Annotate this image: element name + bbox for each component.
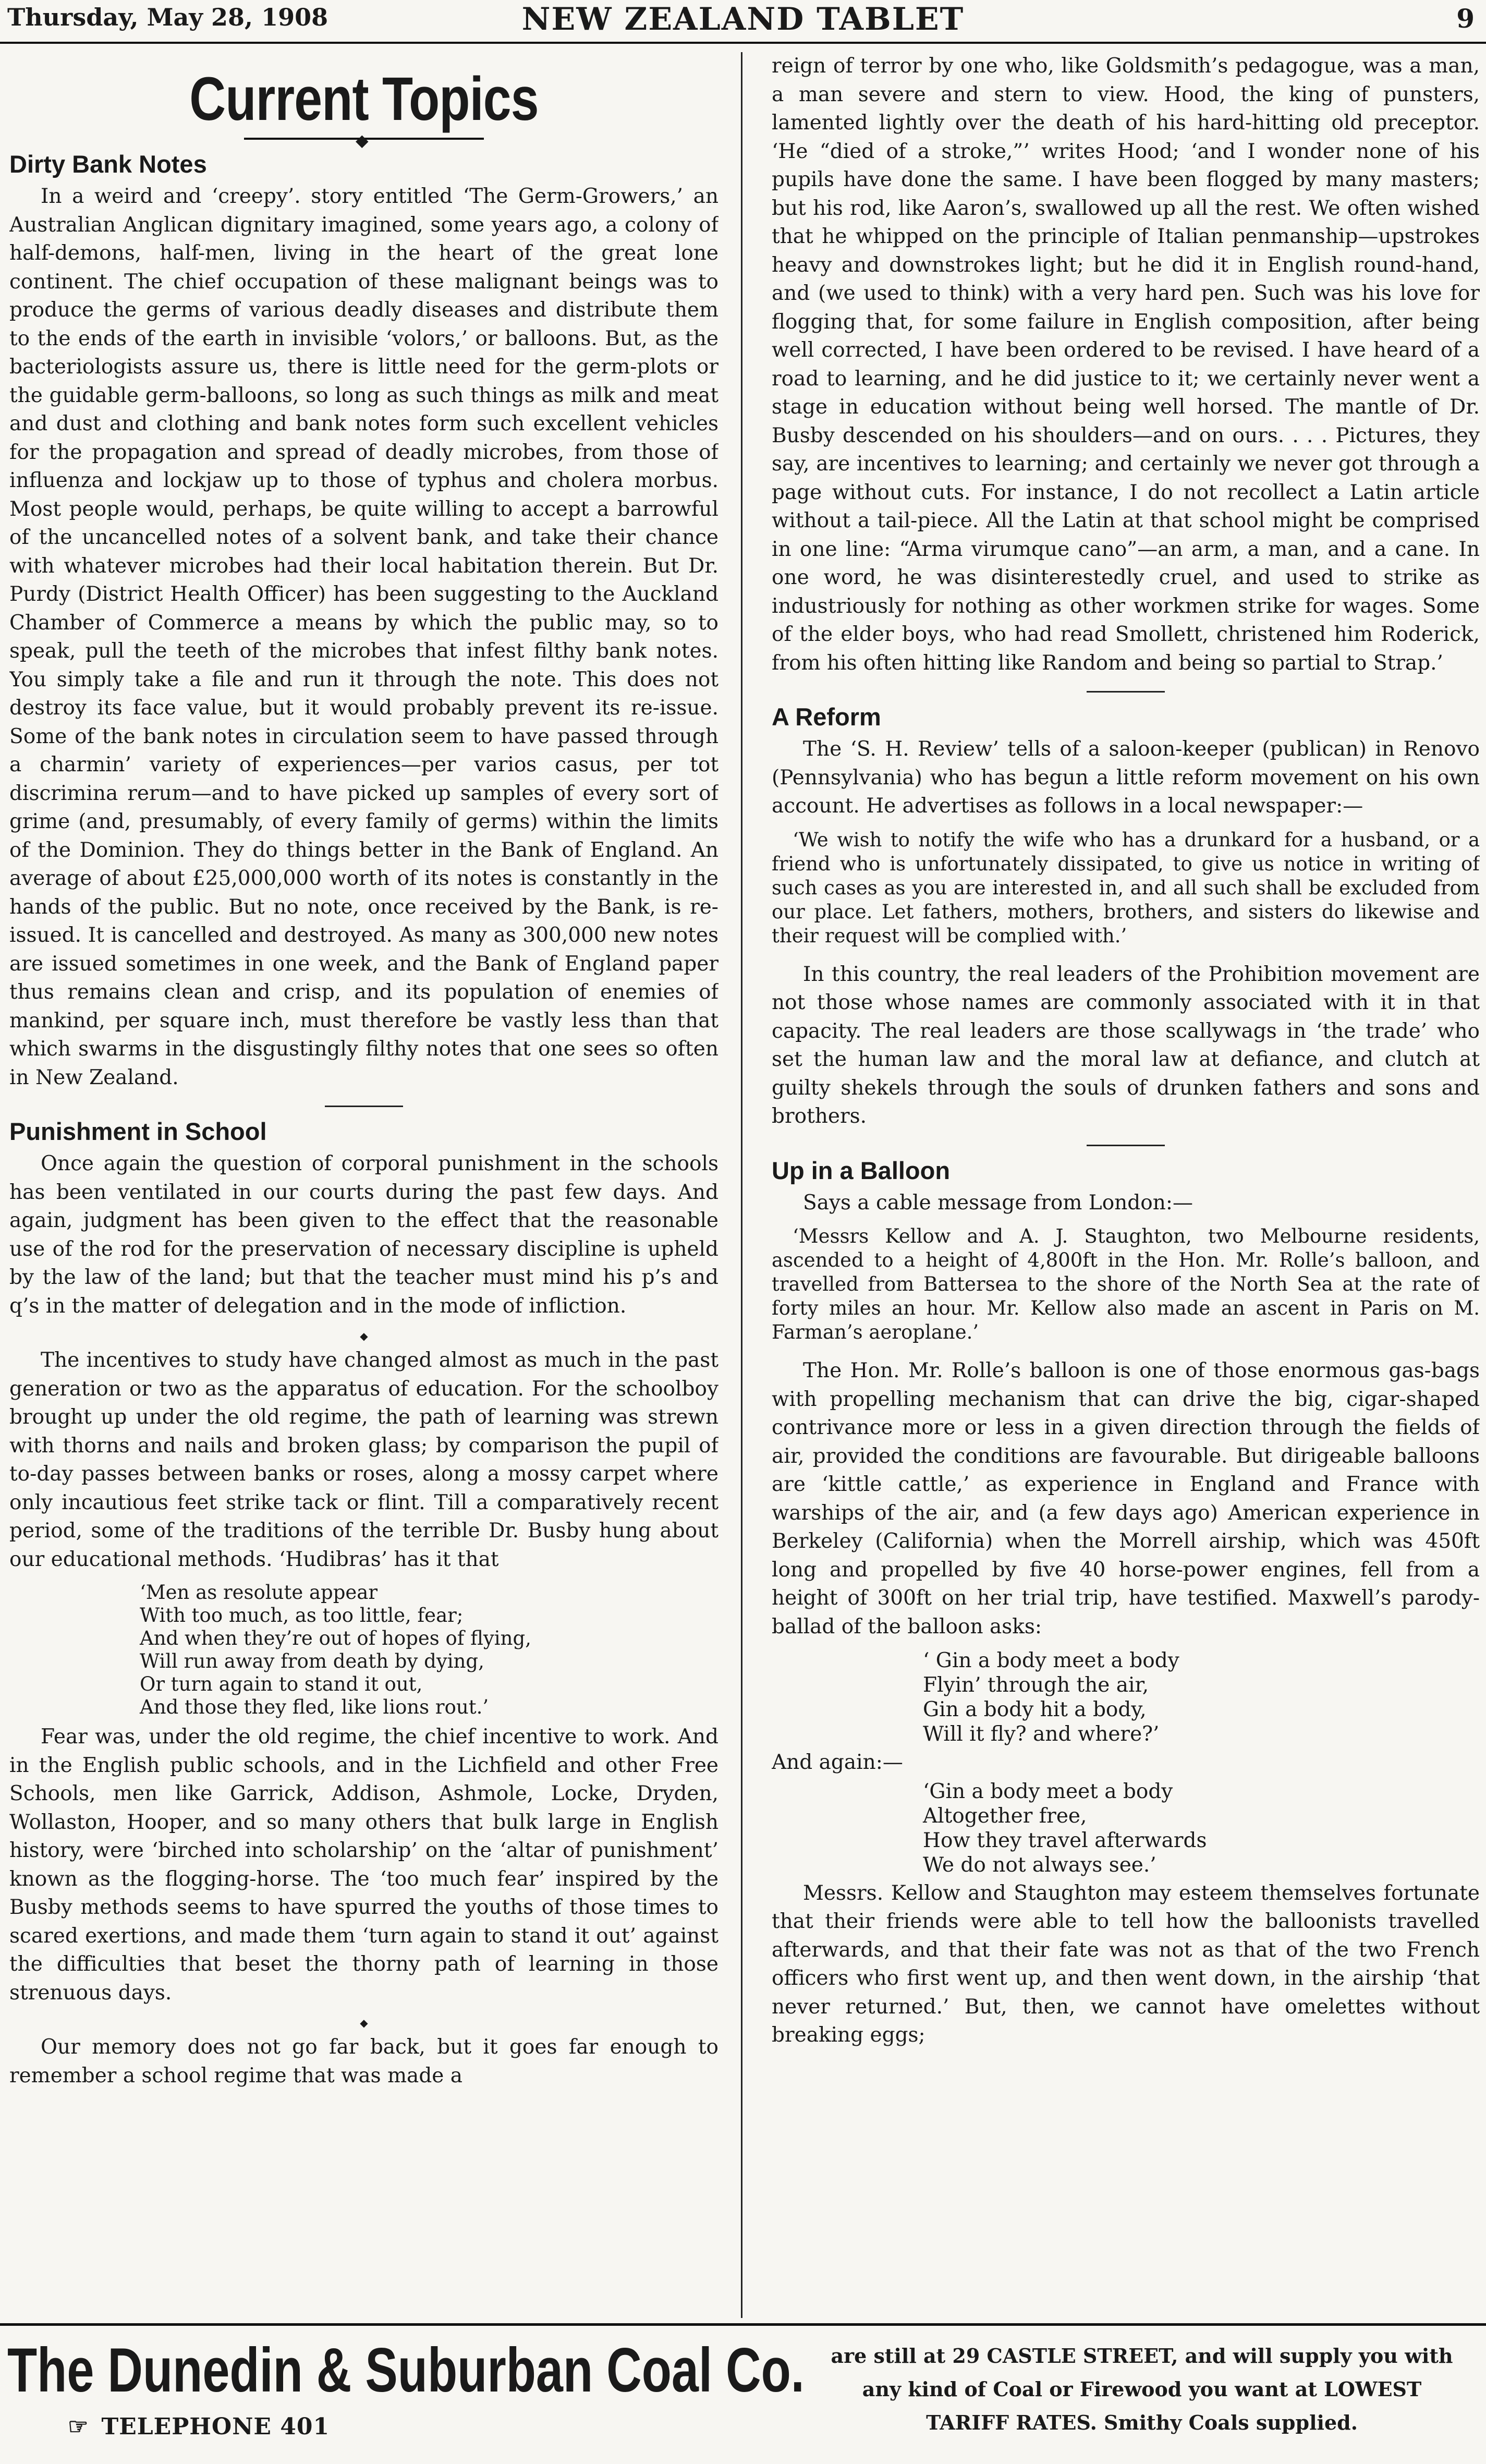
punishment-paragraph-continued: reign of terror by one who, like Goldsmith’s pedagogue, was a man, a man severe and stern to view. Hood, the king of punsters, lamented lightly over the death of his hard-hitting old preceptor. ‘He “died of a stroke,”’ writes Hood; ‘and I wonder none of his pupils have done the same. I have been flogged by many masters; but his rod, like Aaron’s, swallowed up all the rest. We often wished that he whipped on the principle of Italian penmanship—upstrokes heavy and downstrokes light; but he did it in English round-hand, and (we used to think) with a very hard pen. Such was his love for flogging that, for some failure in English composition, after being well corrected, I have been ordered to be revised. I have heard of a road to learning, and he did justice to it; we certainly never went a stage in education without being well horsed. The mantle of Dr. Busby descended on his shoulders—and on ours. . . . Pictures, they say, are incentives to learning; and certainly we never got through a page without cuts. For instance, I do not recollect a Latin article without a tail-piece. All the Latin at that school might be comprised in one line: “Arma virumque cano”—an arm, a man, and a cane. In one word, he was disinterestedly cruel, and used to strike as industriously for nothing as other workmen strike for wages. Some of the elder boys, who had read Smollett, christened him Roderick, from his often hitting like Random and being so partial to Strap.’ bbox=[772, 54, 1480, 675]
ad-details bbox=[803, 2339, 1481, 2439]
punishment-paragraph-4: Our memory does not go far back, but it goes far enough to remember a school regime that was made a bbox=[9, 2035, 718, 2087]
section-separator bbox=[1087, 1145, 1165, 1146]
song-line: Flyin’ through the air, bbox=[923, 1673, 1149, 1697]
page-number: 9 bbox=[1456, 3, 1475, 34]
dirty-bank-notes-paragraph: In a weird and ‘creepy’. story entitled ‘The Germ-Growers,’ an Australian Anglican dignitary imagined, some years ago, a colony of half-demons, half-men, living in the heart of the great lone continent. The chief occupation of these malignant beings was to produce the germs of various deadly diseases and distribute them to the ends of the earth in invisible ‘volors,’ or balloons. But, as the bacteriologists assure us, there is little need for the germ-plots or the guidable germ-balloons, so long as such things as milk and meat and dust and clothing and bank notes form such excellent vehicles for the propagation and spread of deadly microbes, from those of influenza and lockjaw up to those of typhus and cholera morbus. Most people would, perhaps, be quite willing to accept a barrowful of the uncancelled notes of a solvent bank, and take their chance with whatever microbes had their local habitation therein. But Dr. Purdy (District Health Officer) has been suggesting to the Auckland Chamber of Commerce a means by which the public may, so to speak, pull the teeth of the microbes that infest filthy bank notes. You simply take a file and run it through the note. This does not destroy its face value, but it would probably prevent its re-issue. Some of the bank notes in circulation seem to have passed through a charmin’ variety of experiences—per varios casus, per tot discrimina rerum—and to have picked up samples of every sort of grime (and, presumably, of every family of germs) within the limits of the Dominion. They do things better in the Bank of England. An average of about £25,000,000 worth of its notes is constantly in the hands of the public. But no note, once received by the Bank, is re-issued. It is cancelled and destroyed. As many as 300,000 new notes are issued sometimes in one week, and the Bank of England paper thus remains clean and crisp, and its population of enemies of mankind, per square inch, must therefore be vastly less than that which swarms in the disgustingly filthy notes that one sees so often in New Zealand. bbox=[9, 185, 718, 1089]
reform-paragraph-2: In this country, the real leaders of the Prohibition movement are not those whose names are commonly associated with it in that capacity. The real leaders are those scallywags in ‘the trade’ who set the human law and the moral law at defiance, and clutch at guilty shekels through the souls of drunken fathers and sons and brothers. bbox=[772, 962, 1480, 1128]
ad-telephone bbox=[68, 2413, 330, 2440]
section-separator bbox=[325, 1106, 403, 1107]
reform-quote bbox=[772, 828, 1480, 948]
verse-line: And when they’re out of hopes of flying, bbox=[140, 1627, 531, 1649]
song-line: ‘Gin a body meet a body bbox=[923, 1779, 1173, 1803]
verse-line: Or turn again to stand it out, bbox=[140, 1673, 423, 1695]
song-line: Will it fly? and where?’ bbox=[923, 1722, 1160, 1746]
song-line: We do not always see.’ bbox=[923, 1853, 1156, 1877]
newspaper-title: NEW ZEALAND TABLET bbox=[521, 1, 965, 38]
verse-line: With too much, as too little, fear; bbox=[140, 1604, 464, 1627]
balloon-quote-text: ‘Messrs Kellow and A. J. Staughton, two Melbourne residents, ascended to a height of 4,800ft in the Hon. Mr. Rolle’s balloon, and travelled from Battersea to the shore of the North Sea at the rate of forty miles an hour. Mr. Kellow also made an ascent in Paris on M. Farman’s aeroplane.’ bbox=[772, 1225, 1480, 1343]
punishment-paragraph-2: The incentives to study have changed almost as much in the past generation or two as the apparatus of education. For the schoolboy brought up under the old regime, the path of learning was strewn with thorns and nails and broken glass; by comparison the pupil of to-day passes between banks or roses, along a mossy carpet where only incautious feet strike tack or flint. Till a comparatively recent period, some of the traditions of the terrible Dr. Busby hung about our educational methods. ‘Hudibras’ has it that bbox=[9, 1349, 718, 1571]
song-line: How they travel afterwards bbox=[923, 1828, 1207, 1852]
balloon-paragraph-3: Messrs. Kellow and Staughton may esteem themselves fortunate that their friends were able to tell how the balloonists travelled afterwards, and that their fate was not as that of the two French officers who first went up, and then went down, in the airship ‘that never returned.’ But, then, we cannot have omelettes without breaking eggs; bbox=[772, 1881, 1480, 2047]
section-separator bbox=[1087, 691, 1165, 693]
balloon-paragraph-1: Says a cable message from London:— bbox=[803, 1191, 1193, 1215]
song-line: Altogether free, bbox=[923, 1804, 1087, 1828]
ad-company-name: The Dunedin & Suburban Coal Co. bbox=[7, 2335, 805, 2405]
ad-line: TARIFF RATES. Smithy Coals supplied. bbox=[926, 2411, 1358, 2434]
right-column bbox=[772, 52, 1480, 2315]
heading-punishment-in-school: Punishment in School bbox=[9, 1118, 267, 1145]
punishment-paragraph-1: Once again the question of corporal punishment in the schools has been ventilated in our courts during the past few days. And again, judgment has been given to the effect that the reasonable use of the rod for the preservation of necessary discipline is upheld by the law of the land; but that the teacher must mind his p’s and q’s in the matter of delegation and in the mode of infliction. bbox=[9, 1152, 718, 1318]
hudibras-verse bbox=[9, 1581, 718, 1719]
ad-telephone-text: TELEPHONE 401 bbox=[101, 2413, 330, 2440]
page-title: Current Topics bbox=[189, 65, 539, 133]
star-divider: ◆ bbox=[360, 1330, 368, 1342]
song-line: ‘ Gin a body meet a body bbox=[923, 1649, 1179, 1672]
pointing-hand-icon: ☞ bbox=[68, 2413, 89, 2440]
parody-ballad-1 bbox=[772, 1648, 1480, 1746]
left-column bbox=[9, 52, 718, 2315]
star-divider: ◆ bbox=[360, 2017, 368, 2029]
balloon-cable-quote bbox=[772, 1224, 1480, 1344]
heading-a-reform: A Reform bbox=[772, 703, 881, 731]
advertisement-rule bbox=[0, 2323, 1486, 2326]
song-line: Gin a body hit a body, bbox=[923, 1698, 1147, 1721]
heading-up-in-a-balloon: Up in a Balloon bbox=[772, 1156, 951, 1184]
masthead bbox=[0, 0, 1486, 44]
title-ornament-rule bbox=[244, 138, 484, 140]
reform-paragraph-1: The ‘S. H. Review’ tells of a saloon-keeper (publican) in Renovo (Pennsylvania) who has begun a little reform movement on his own account. He advertises as follows in a local newspaper:— bbox=[772, 737, 1480, 818]
verse-line: Will run away from death by dying, bbox=[140, 1650, 484, 1672]
issue-date: Thursday, May 28, 1908 bbox=[7, 3, 328, 31]
and-again-label: And again:— bbox=[772, 1751, 903, 1774]
reform-quote-text: ‘We wish to notify the wife who has a drunkard for a husband, or a friend who is unfortunately dissipated, to give us notice in writing of such cases as you are interested in, and all such shall be excluded from our place. Let fathers, mothers, brothers, and sisters do likewise and their request will be complied with.’ bbox=[772, 828, 1480, 947]
column-divider bbox=[741, 52, 742, 2318]
ad-line: are still at 29 CASTLE STREET, and will supply you with bbox=[831, 2344, 1453, 2368]
verse-line: ‘Men as resolute appear bbox=[140, 1581, 378, 1604]
punishment-paragraph-3: Fear was, under the old regime, the chief incentive to work. And in the English public schools, and in the Lichfield and other Free Schools, men like Garrick, Addison, Ashmole, Locke, Dryden, Wollaston, Hooper, and so many others that bulk large in English history, were ‘birched into scholarship’ on the ‘altar of punishment’ known as the flogging-horse. The ‘too much fear’ inspired by the Busby methods seems to have spurred the youths of those times to scared exertions, and made them ‘turn again to stand it out’ against the difficulties that beset the thorny path of learning in those strenuous days. bbox=[9, 1725, 718, 2005]
heading-dirty-bank-notes: Dirty Bank Notes bbox=[9, 150, 207, 178]
verse-line: And those they fled, like lions rout.’ bbox=[140, 1696, 489, 1718]
ad-line: any kind of Coal or Firewood you want at LOWEST bbox=[862, 2377, 1422, 2401]
balloon-paragraph-2: The Hon. Mr. Rolle’s balloon is one of those enormous gas-bags with propelling mechanism that can drive the big, cigar-shaped contrivance more or less in a given direction through the fields of air, provided the conditions are favourable. But dirigeable balloons are ‘kittle cattle,’ as experience in England and France with warships of the air, and (a few days ago) American experience in Berkeley (California) when the Morrell airship, which was 450ft long and propelled by five 40 horse-power engines, fell from a height of 300ft on her trial trip, have testified. Maxwell’s parody-ballad of the balloon asks: bbox=[772, 1359, 1480, 1638]
parody-ballad-2 bbox=[772, 1779, 1480, 1877]
